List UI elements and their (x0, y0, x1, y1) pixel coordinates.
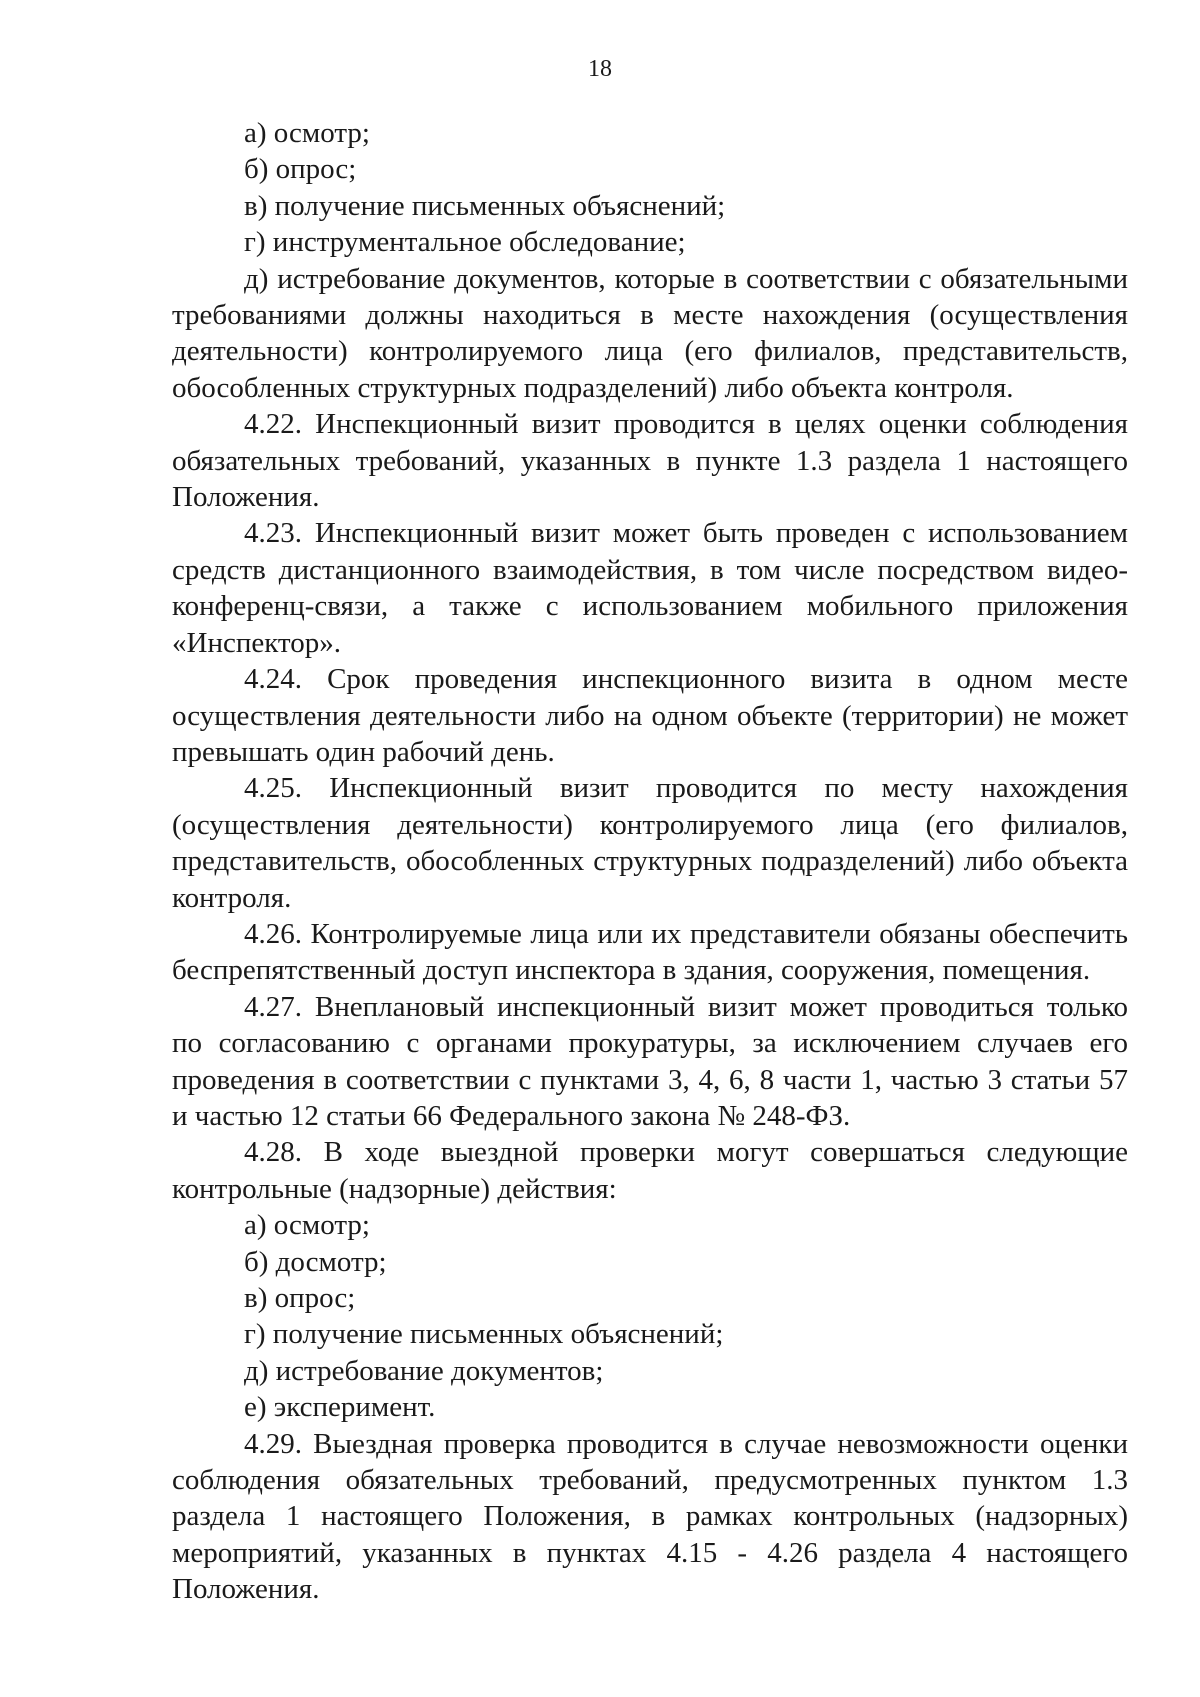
paragraph-4-29: 4.29. Выездная проверка проводится в случае невозможности оценки соблюдения обязательных требований, предусмотренных пунктом 1.3 раздела 1 настоящего Положения, в рамках контрольных (надзорных) мероприятий, указанных в пунктах 4.15 - 4.26 раздела 4 настоящего Положения. (172, 1427, 1128, 1606)
paragraph-4-23: 4.23. Инспекционный визит может быть проведен с использованием средств дистанционного взаимодействия, в том числе посредством видео-конференц-связи, а также с использованием мобильного приложения «Инспектор». (172, 517, 1128, 659)
paragraph-4-25: 4.25. Инспекционный визит проводится по месту нахождения (осуществления деятельности) контролируемого лица (его филиалов, представительств, обособленных структурных подразделений) либо объекта контроля. (172, 772, 1128, 914)
list-item-inspection-examination: а) осмотр; (244, 117, 370, 149)
paragraph-4-22: 4.22. Инспекционный визит проводится в целях оценки соблюдения обязательных требований, указанных в пункте 1.3 раздела 1 настоящего Положения. (172, 408, 1128, 514)
list-item-audit-experiment: е) эксперимент. (244, 1391, 436, 1424)
paragraph-4-27: 4.27. Внеплановый инспекционный визит может проводиться только по согласованию с органами прокуратуры, за исключением случаев его проведения в соответствии с пунктами 3, 4, 6, 8 части 1, частью 3 статьи 57 и частью 12 статьи 66 Федерального закона № 248-ФЗ. (172, 990, 1128, 1132)
list-item-inspection-survey: б) опрос; (244, 153, 357, 186)
page-number: 18 (588, 56, 612, 82)
document-body (172, 115, 1128, 1608)
list-item-inspection-document-request: д) истребование документов, которые в соответствии с обязательными требованиями должны находиться в месте нахождения (осуществления деятельности) контролируемого лица (его филиалов, представительств, обособленных структурных подразделений) либо объекта контроля. (172, 262, 1128, 404)
paragraph-4-26: 4.26. Контролируемые лица или их представители обязаны обеспечить беспрепятственный доступ инспектора в здания, сооружения, помещения. (172, 917, 1128, 987)
paragraph-4-28: 4.28. В ходе выездной проверки могут совершаться следующие контрольные (надзорные) действия: (172, 1136, 1128, 1205)
list-item-audit-examination: а) осмотр; (244, 1209, 370, 1242)
list-item-inspection-instrumental-survey: г) инструментальное обследование; (244, 226, 686, 259)
list-item-inspection-written-explanations: в) получение письменных объяснений; (244, 189, 726, 222)
paragraph-4-24: 4.24. Срок проведения инспекционного визита в одном месте осуществления деятельности либо на одном объекте (территории) не может превышать один рабочий день. (172, 663, 1128, 768)
list-item-audit-written-explanations: г) получение письменных объяснений; (244, 1318, 724, 1351)
list-item-audit-survey: в) опрос; (244, 1282, 356, 1314)
list-item-audit-document-request: д) истребование документов; (244, 1354, 604, 1387)
list-item-audit-search: б) досмотр; (244, 1245, 387, 1278)
